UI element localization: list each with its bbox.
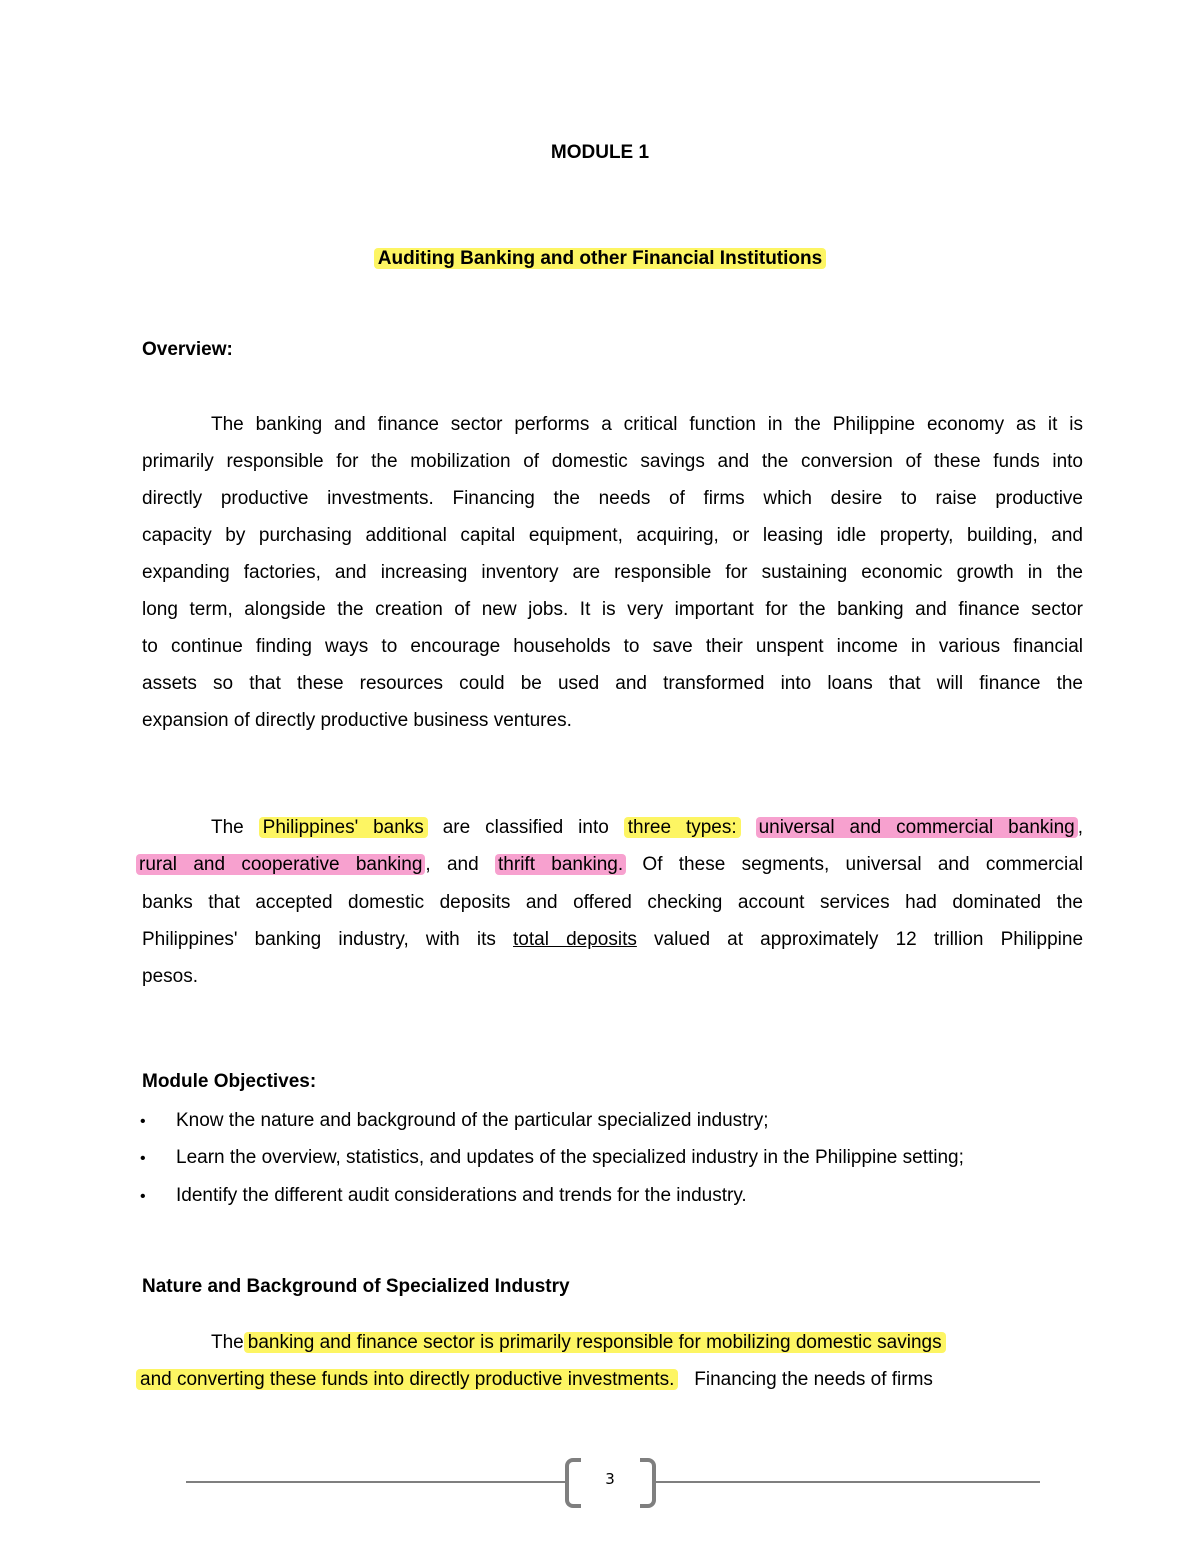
footer-rule-left — [186, 1481, 567, 1483]
highlight-banking-finance-sector: banking and finance sector is primarily responsible for mobilizing domestic savings — [244, 1332, 946, 1353]
objective-text: Learn the overview, statistics, and updates of the specialized industry in the Philippine setting; — [176, 1147, 964, 1168]
nature-heading: Nature and Background of Specialized Industry — [142, 1276, 570, 1297]
left-brace-icon — [565, 1458, 581, 1508]
overview-line: expanding factories, and increasing inventory are responsible for sustaining economic growth in the — [142, 562, 1083, 583]
overview-line: capacity by purchasing additional capital equipment, acquiring, or leasing idle property, building, and — [142, 525, 1083, 546]
text-run: The — [211, 817, 244, 838]
overview-line: directly productive investments. Financing the needs of firms which desire to raise productive — [142, 488, 1083, 509]
highlight-rural-cooperative: rural and cooperative banking — [136, 854, 425, 875]
banks-line-2 — [136, 852, 1083, 878]
bullet-icon: • — [140, 1150, 146, 1167]
banks-line-5: pesos. — [142, 966, 198, 987]
overview-line: The banking and finance sector performs a critical function in the Philippine economy as it is — [211, 414, 1083, 435]
highlight-thrift-banking: thrift banking. — [495, 854, 626, 875]
course-title-text: Auditing Banking and other Financial Institutions — [374, 248, 826, 269]
highlight-converting-funds: and converting these funds into directly productive investments. — [136, 1369, 678, 1390]
text-run: valued at approximately 12 trillion Philippine — [654, 929, 1084, 950]
right-brace-icon — [640, 1458, 656, 1508]
highlight-philippines-banks: Philippines' banks — [259, 817, 428, 838]
banks-line-4 — [142, 927, 1083, 953]
overview-line: to continue finding ways to encourage households to save their unspent income in various financial — [142, 636, 1083, 657]
highlight-universal-commercial: universal and commercial banking — [756, 817, 1078, 838]
page-number: 3 — [605, 1470, 615, 1488]
objectives-heading: Module Objectives: — [142, 1071, 317, 1092]
module-title: MODULE 1 — [550, 142, 650, 163]
text-run: Of these segments, universal and commercial — [642, 854, 1083, 875]
banks-line-3: banks that accepted domestic deposits and offered checking account services had dominated the — [142, 892, 1083, 913]
bullet-icon: • — [140, 1188, 146, 1205]
course-title — [0, 248, 1200, 270]
objective-text: Know the nature and background of the particular specialized industry; — [176, 1110, 769, 1131]
overview-line: primarily responsible for the mobilization of domestic savings and the conversion of these funds into — [142, 451, 1083, 472]
overview-heading: Overview: — [142, 339, 233, 360]
highlight-three-types: three types: — [624, 817, 741, 838]
footer-rule-right — [654, 1481, 1040, 1483]
overview-line: long term, alongside the creation of new jobs. It is very important for the banking and finance sector — [142, 599, 1083, 620]
objective-text: Identify the different audit considerations and trends for the industry. — [176, 1185, 747, 1206]
underlined-total-deposits: total deposits — [513, 929, 637, 950]
text-run: , and — [425, 854, 479, 875]
text-run: The — [211, 1332, 244, 1353]
banks-line-1 — [211, 815, 1083, 841]
text-run: are classified into — [442, 817, 609, 838]
text-run: , — [1077, 817, 1084, 838]
text-run: Financing the needs of firms — [694, 1369, 933, 1390]
bullet-icon: • — [140, 1113, 146, 1130]
overview-line: assets so that these resources could be used and transformed into loans that will finance the — [142, 673, 1083, 694]
nature-line-1 — [211, 1330, 946, 1356]
text-run: Philippines' banking industry, with its — [142, 929, 496, 950]
nature-line-2 — [136, 1367, 933, 1393]
overview-line: expansion of directly productive business ventures. — [142, 710, 572, 731]
